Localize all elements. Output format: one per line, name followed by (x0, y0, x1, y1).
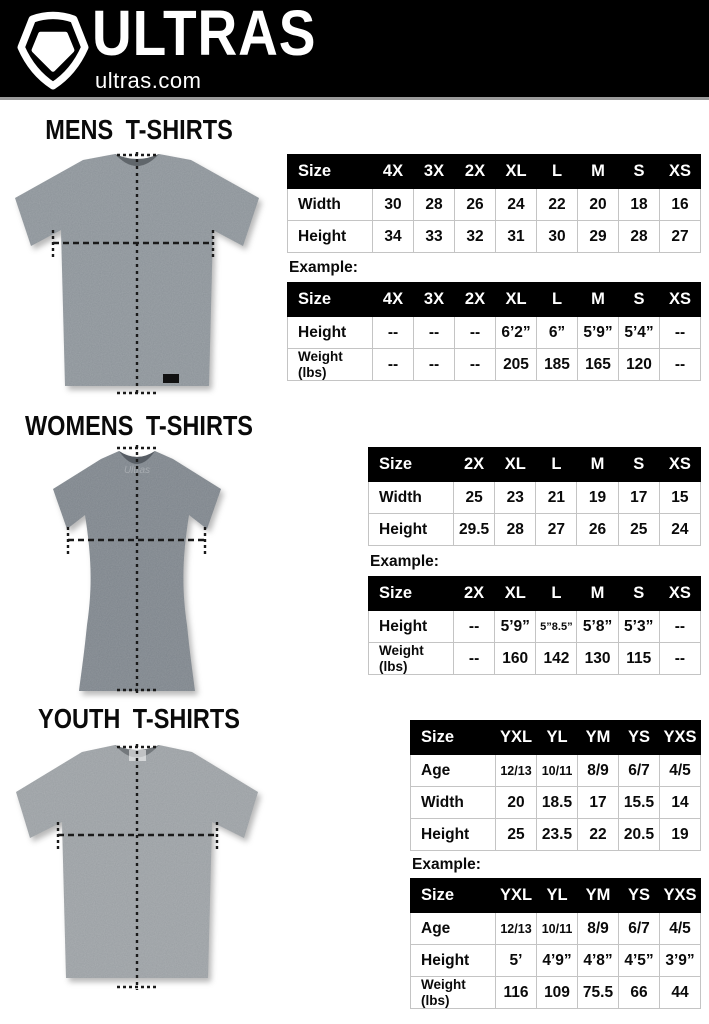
cell-value: 12/13 (496, 755, 537, 787)
cell-value: -- (659, 611, 700, 643)
size-header-cell: 4X (373, 155, 414, 189)
row-label: Height (411, 819, 496, 851)
size-header-cell: M (578, 155, 619, 189)
size-header-cell: 4X (373, 283, 414, 317)
cell-value: 6’2” (496, 317, 537, 349)
row-label: Weight (lbs) (288, 349, 373, 381)
cell-value: 12/13 (496, 913, 537, 945)
cell-value: 115 (618, 643, 659, 675)
row-label: Width (288, 189, 373, 221)
womens-size-table (368, 447, 701, 546)
size-header-cell: YM (578, 879, 619, 913)
cell-value: 5’9” (578, 317, 619, 349)
size-header-cell: L (537, 283, 578, 317)
cell-value: -- (373, 317, 414, 349)
table-row (288, 317, 701, 349)
cell-value: 28 (414, 189, 455, 221)
header-row (411, 879, 701, 913)
size-header-cell: 3X (414, 283, 455, 317)
table-row (411, 755, 701, 787)
cell-value: -- (455, 317, 496, 349)
mens-tshirt-image (5, 148, 285, 403)
cell-value: 25 (496, 819, 537, 851)
size-header-cell: L (536, 448, 577, 482)
cell-value: 24 (496, 189, 537, 221)
womens-tshirt-image (15, 443, 265, 705)
size-column-label: Size (411, 879, 496, 913)
cell-value: 14 (660, 787, 701, 819)
row-label: Height (288, 221, 373, 253)
youth-example-table (410, 878, 701, 1009)
youth-size-table (410, 720, 701, 851)
cell-value: -- (454, 611, 495, 643)
cell-value: 130 (577, 643, 618, 675)
cell-value: 18.5 (537, 787, 578, 819)
size-header-cell: YM (578, 721, 619, 755)
size-header-cell: XS (660, 155, 701, 189)
cell-value: 25 (618, 514, 659, 546)
table-row (411, 977, 701, 1009)
cell-value: 6/7 (619, 913, 660, 945)
row-label: Age (411, 755, 496, 787)
cell-value: 4’5” (619, 945, 660, 977)
table-row (369, 643, 701, 675)
youth-tshirt-image (10, 738, 270, 1008)
cell-value: 6” (537, 317, 578, 349)
size-header-cell: YL (537, 721, 578, 755)
cell-value: 22 (578, 819, 619, 851)
row-label: Height (288, 317, 373, 349)
table-row (411, 945, 701, 977)
table-row (369, 482, 701, 514)
cell-value: 5”8.5” (536, 611, 577, 643)
size-header-cell: XL (495, 448, 536, 482)
cell-value: -- (659, 643, 700, 675)
size-header-cell: 2X (454, 448, 495, 482)
table-row (288, 221, 701, 253)
size-header-cell: YXL (496, 879, 537, 913)
size-header-cell: 2X (454, 577, 495, 611)
cell-value: 20 (578, 189, 619, 221)
row-label: Height (369, 611, 454, 643)
cell-value: 28 (495, 514, 536, 546)
cell-value: 23 (495, 482, 536, 514)
cell-value: 8/9 (578, 755, 619, 787)
cell-value: -- (660, 317, 701, 349)
mens-size-table-host (287, 154, 701, 253)
row-label: Width (369, 482, 454, 514)
cell-value: 22 (537, 189, 578, 221)
ultras-pentagon-logo-icon (16, 6, 90, 96)
cell-value: 3’9” (660, 945, 701, 977)
row-label: Weight (lbs) (411, 977, 496, 1009)
cell-value: 29 (578, 221, 619, 253)
cell-value: -- (454, 643, 495, 675)
cell-value: 31 (496, 221, 537, 253)
table-row (369, 611, 701, 643)
size-header-cell: L (536, 577, 577, 611)
cell-value: 32 (455, 221, 496, 253)
size-header-cell: S (619, 155, 660, 189)
cell-value: 109 (537, 977, 578, 1009)
size-header-cell: XL (495, 577, 536, 611)
cell-value: 25 (454, 482, 495, 514)
row-label: Width (411, 787, 496, 819)
cell-value: 29.5 (454, 514, 495, 546)
cell-value: 185 (537, 349, 578, 381)
youth-size-table-host (410, 720, 701, 851)
cell-value: -- (414, 349, 455, 381)
cell-value: -- (455, 349, 496, 381)
cell-value: 142 (536, 643, 577, 675)
example-label: Example: (370, 553, 439, 570)
header-row (369, 577, 701, 611)
cell-value: 30 (537, 221, 578, 253)
size-header-cell: S (618, 448, 659, 482)
cell-value: 44 (660, 977, 701, 1009)
cell-value: 4’8” (578, 945, 619, 977)
cell-value: 165 (578, 349, 619, 381)
cell-value: -- (414, 317, 455, 349)
size-header-cell: 3X (414, 155, 455, 189)
size-column-label: Size (288, 155, 373, 189)
cell-value: 26 (577, 514, 618, 546)
mens-example-table-host (287, 282, 701, 381)
youth-example-table-host (410, 878, 701, 1009)
size-header-cell: 2X (455, 283, 496, 317)
size-column-label: Size (369, 448, 454, 482)
cell-value: 6/7 (619, 755, 660, 787)
size-header-cell: XS (659, 448, 700, 482)
site-url: ultras.com (95, 68, 202, 93)
table-row (369, 514, 701, 546)
cell-value: 160 (495, 643, 536, 675)
table-row (411, 787, 701, 819)
row-label: Height (411, 945, 496, 977)
size-header-cell: YXL (496, 721, 537, 755)
cell-value: -- (660, 349, 701, 381)
cell-value: -- (373, 349, 414, 381)
cell-value: 5’4” (619, 317, 660, 349)
size-column-label: Size (411, 721, 496, 755)
cell-value: 8/9 (578, 913, 619, 945)
cell-value: 4/5 (660, 755, 701, 787)
cell-value: 120 (619, 349, 660, 381)
cell-value: 16 (660, 189, 701, 221)
cell-value: 4’9” (537, 945, 578, 977)
cell-value: 34 (373, 221, 414, 253)
table-row (288, 349, 701, 381)
size-header-cell: XL (496, 283, 537, 317)
womens-size-table-host (368, 447, 701, 546)
size-column-label: Size (288, 283, 373, 317)
table-row (288, 189, 701, 221)
size-header-cell: XS (660, 283, 701, 317)
size-header-cell: YS (619, 721, 660, 755)
cell-value: 24 (659, 514, 700, 546)
cell-value: 205 (496, 349, 537, 381)
example-label: Example: (289, 259, 358, 276)
cell-value: 20.5 (619, 819, 660, 851)
collar-print: Ultras (123, 465, 151, 476)
header-row (411, 721, 701, 755)
mens-size-table (287, 154, 701, 253)
header-row (288, 283, 701, 317)
size-header-cell: 2X (455, 155, 496, 189)
size-header-cell: YL (537, 879, 578, 913)
size-header-cell: M (578, 283, 619, 317)
cell-value: 5’8” (577, 611, 618, 643)
cell-value: 5’ (496, 945, 537, 977)
hem-tag (163, 374, 179, 383)
cell-value: 18 (619, 189, 660, 221)
cell-value: 10/11 (537, 913, 578, 945)
size-header-cell: M (577, 577, 618, 611)
cell-value: 5’3” (618, 611, 659, 643)
cell-value: 17 (618, 482, 659, 514)
site-header (0, 0, 709, 100)
cell-value: 19 (660, 819, 701, 851)
size-header-cell: XL (496, 155, 537, 189)
row-label: Weight (lbs) (369, 643, 454, 675)
cell-value: 116 (496, 977, 537, 1009)
cell-value: 66 (619, 977, 660, 1009)
size-header-cell: YXS (660, 721, 701, 755)
youth-section-title: YOUTH T-SHIRTS (38, 703, 240, 734)
cell-value: 15 (659, 482, 700, 514)
size-column-label: Size (369, 577, 454, 611)
cell-value: 27 (660, 221, 701, 253)
cell-value: 19 (577, 482, 618, 514)
cell-value: 23.5 (537, 819, 578, 851)
size-header-cell: S (618, 577, 659, 611)
womens-example-table-host (368, 576, 701, 675)
womens-section-title: WOMENS T-SHIRTS (24, 410, 254, 441)
cell-value: 75.5 (578, 977, 619, 1009)
womens-example-table (368, 576, 701, 675)
cell-value: 28 (619, 221, 660, 253)
table-row (411, 819, 701, 851)
header-row (288, 155, 701, 189)
cell-value: 20 (496, 787, 537, 819)
brand-title: ULTRAS (92, 0, 317, 69)
size-header-cell: S (619, 283, 660, 317)
cell-value: 17 (578, 787, 619, 819)
cell-value: 10/11 (537, 755, 578, 787)
cell-value: 4/5 (660, 913, 701, 945)
header-row (369, 448, 701, 482)
mens-example-table (287, 282, 701, 381)
cell-value: 5’9” (495, 611, 536, 643)
cell-value: 21 (536, 482, 577, 514)
cell-value: 15.5 (619, 787, 660, 819)
mens-section-title: MENS T-SHIRTS (45, 114, 233, 145)
table-row (411, 913, 701, 945)
size-header-cell: M (577, 448, 618, 482)
example-label: Example: (412, 856, 481, 873)
cell-value: 30 (373, 189, 414, 221)
row-label: Age (411, 913, 496, 945)
row-label: Height (369, 514, 454, 546)
cell-value: 33 (414, 221, 455, 253)
size-header-cell: YXS (660, 879, 701, 913)
cell-value: 27 (536, 514, 577, 546)
size-header-cell: YS (619, 879, 660, 913)
size-header-cell: XS (659, 577, 700, 611)
cell-value: 26 (455, 189, 496, 221)
size-header-cell: L (537, 155, 578, 189)
